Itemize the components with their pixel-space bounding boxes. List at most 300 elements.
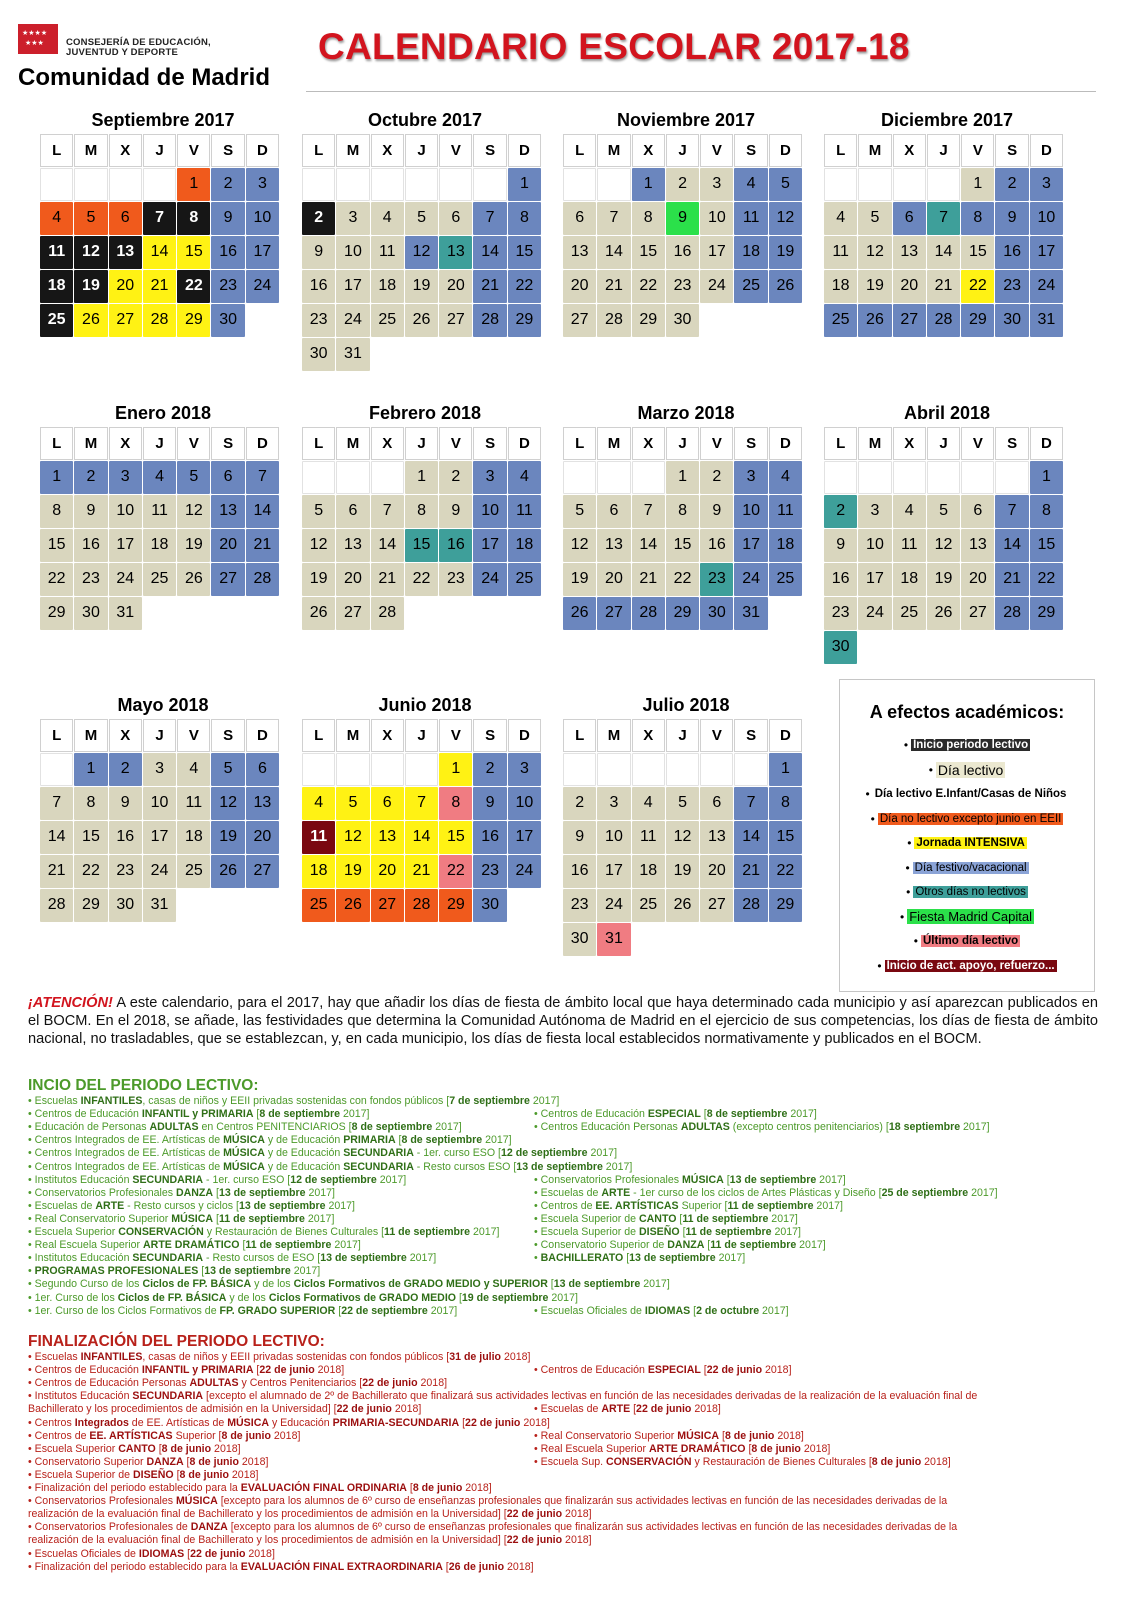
day-cell: 28 [371, 597, 404, 630]
day-cell: 17 [246, 236, 279, 269]
month-title: Enero 2018 [114, 403, 212, 423]
month-grid [302, 427, 542, 631]
month-3 [563, 106, 809, 338]
day-cell: 20 [371, 855, 404, 888]
bullet-icon: • [899, 909, 905, 924]
day-cell: 19 [858, 270, 891, 303]
day-cell: 31 [597, 923, 630, 956]
day-cell: 18 [769, 529, 802, 562]
day-cell: 17 [597, 855, 630, 888]
list-item-text: • Escuelas Oficiales de IDIOMAS [22 de junio 2018] [28, 1547, 275, 1560]
day-cell: 11 [769, 495, 802, 528]
day-cell: 9 [439, 495, 472, 528]
day-cell: 11 [824, 236, 857, 269]
inicio-section [28, 1077, 1108, 1317]
list-item-text: • Centros de EE. ARTÍSTICAS Superior [8 de junio 2018] [28, 1429, 301, 1442]
day-cell: 27 [109, 304, 142, 337]
list-item [28, 1278, 1108, 1291]
legend-item [840, 905, 1094, 930]
empty-day-cell [858, 461, 891, 494]
day-cell: 24 [508, 855, 541, 888]
weekday-header: L [302, 427, 335, 460]
bullet-icon: • [877, 958, 882, 973]
day-cell: 9 [74, 495, 107, 528]
day-cell: 9 [473, 787, 506, 820]
list-item-text: • Centros Integrados de EE. Artísticas de MÚSICA y de Educación SECUNDARIA - 1er. curso ESO [12 de septiembre 2017] [28, 1147, 618, 1160]
day-cell: 9 [666, 202, 699, 235]
day-cell: 29 [632, 304, 665, 337]
day-cell: 30 [700, 597, 733, 630]
legend-items [840, 733, 1094, 978]
list-item-text-secondary: • Real Conservatorio Superior MÚSICA [8 de junio 2018] [534, 1429, 804, 1442]
day-cell: 3 [336, 202, 369, 235]
day-cell: 23 [700, 563, 733, 596]
day-cell: 25 [302, 889, 335, 922]
day-cell: 7 [734, 787, 767, 820]
day-cell: 5 [177, 461, 210, 494]
day-cell: 26 [405, 304, 438, 337]
month-1 [40, 106, 286, 338]
day-cell: 18 [508, 529, 541, 562]
day-cell: 29 [74, 889, 107, 922]
legend-label: Inicio de act. apoyo, refuerzo... [886, 959, 1055, 972]
weekday-header: D [769, 719, 802, 752]
list-item-text: Bachillerato y los procedimientos de admisión en la Universidad] [22 de junio 2018] [28, 1403, 422, 1416]
empty-day-cell [632, 753, 665, 786]
day-cell: 25 [893, 597, 926, 630]
day-cell: 27 [371, 889, 404, 922]
list-item [28, 1508, 1108, 1521]
day-cell: 23 [824, 597, 857, 630]
list-item [28, 1534, 1108, 1547]
day-cell: 30 [563, 923, 596, 956]
month-4 [824, 106, 1070, 338]
weekday-header: L [563, 134, 596, 167]
day-cell: 24 [246, 270, 279, 303]
weekday-header: M [597, 134, 630, 167]
day-cell: 1 [632, 168, 665, 201]
day-cell: 12 [563, 529, 596, 562]
day-cell: 5 [927, 495, 960, 528]
list-item-text: • Escuela Superior CANTO [8 de junio 2018] [28, 1442, 241, 1455]
day-cell: 16 [666, 236, 699, 269]
day-cell: 11 [40, 236, 73, 269]
day-cell: 5 [405, 202, 438, 235]
empty-day-cell [563, 753, 596, 786]
weekday-header: S [734, 427, 767, 460]
day-cell: 6 [109, 202, 142, 235]
day-cell: 26 [74, 304, 107, 337]
madrid-flag-icon: ★★★★ ★★★ [18, 24, 58, 54]
weekday-header: S [995, 134, 1028, 167]
day-cell: 17 [109, 529, 142, 562]
list-item [28, 1305, 1108, 1318]
day-cell: 12 [336, 821, 369, 854]
empty-day-cell [824, 461, 857, 494]
madrid-logo [8, 14, 308, 94]
list-item-text: • 1er. Curso de los Ciclos Formativos de FP. GRADO SUPERIOR [22 de septiembre 2017] [28, 1304, 458, 1317]
weekday-header: D [508, 427, 541, 460]
weekday-header: M [597, 427, 630, 460]
day-cell: 3 [597, 787, 630, 820]
weekday-header: V [961, 427, 994, 460]
day-cell: 14 [246, 495, 279, 528]
day-cell: 24 [597, 889, 630, 922]
day-cell: 21 [405, 855, 438, 888]
list-item-text-secondary: • Centros de Educación ESPECIAL [8 de septiembre 2017] [534, 1108, 817, 1121]
legend-item [840, 856, 1094, 881]
legend-label: Último día lectivo [922, 935, 1019, 948]
day-cell: 14 [40, 821, 73, 854]
list-item-text: • Real Conservatorio Superior MÚSICA [11 de septiembre 2017] [28, 1212, 335, 1225]
day-cell: 13 [563, 236, 596, 269]
day-cell: 20 [597, 563, 630, 596]
weekday-header: V [439, 427, 472, 460]
month-grid [824, 427, 1064, 665]
weekday-header: M [74, 427, 107, 460]
weekday-header: S [734, 134, 767, 167]
list-item-text: • Finalización del periodo establecido para la EVALUACIÓN FINAL ORDINARIA [8 de junio 2018] [28, 1482, 492, 1494]
day-cell: 8 [40, 495, 73, 528]
day-cell: 17 [508, 821, 541, 854]
bullet-icon: • [913, 934, 918, 949]
day-cell: 6 [700, 787, 733, 820]
weekday-header: L [824, 427, 857, 460]
empty-day-cell [597, 461, 630, 494]
weekday-header: D [246, 134, 279, 167]
weekday-header: J [666, 134, 699, 167]
day-cell: 4 [824, 202, 857, 235]
day-cell: 20 [211, 529, 244, 562]
day-cell: 15 [666, 529, 699, 562]
list-item [28, 1095, 1108, 1108]
day-cell: 3 [109, 461, 142, 494]
day-cell: 3 [734, 461, 767, 494]
day-cell: 7 [632, 495, 665, 528]
day-cell: 17 [143, 821, 176, 854]
day-cell: 14 [405, 821, 438, 854]
day-cell: 18 [632, 855, 665, 888]
month-5 [40, 399, 286, 631]
empty-day-cell [597, 753, 630, 786]
day-cell: 21 [40, 855, 73, 888]
day-cell: 1 [405, 461, 438, 494]
empty-day-cell [927, 168, 960, 201]
month-grid [302, 134, 542, 372]
list-item [28, 1147, 1108, 1160]
day-cell: 22 [405, 563, 438, 596]
day-cell: 18 [40, 270, 73, 303]
bullet-icon: • [906, 885, 911, 900]
day-cell: 25 [508, 563, 541, 596]
day-cell: 16 [700, 529, 733, 562]
month-title: Marzo 2018 [637, 403, 735, 423]
day-cell: 5 [858, 202, 891, 235]
day-cell: 13 [439, 236, 472, 269]
day-cell: 8 [439, 787, 472, 820]
weekday-header: V [177, 134, 210, 167]
day-cell: 21 [473, 270, 506, 303]
day-cell: 20 [700, 855, 733, 888]
day-cell: 28 [40, 889, 73, 922]
list-item-text: • Centros Integrados de EE. Artísticas de MÚSICA y de Educación SECUNDARIA - Resto cursos ESO [13 de septiembre 2017] [28, 1160, 633, 1173]
header-divider [306, 91, 1096, 92]
empty-day-cell [961, 461, 994, 494]
day-cell: 23 [666, 270, 699, 303]
bullet-icon: • [928, 762, 933, 777]
day-cell: 17 [858, 563, 891, 596]
weekday-header: X [893, 427, 926, 460]
month-grid [824, 134, 1064, 338]
day-cell: 28 [597, 304, 630, 337]
attention-note [28, 994, 1098, 1048]
day-cell: 1 [1030, 461, 1063, 494]
day-cell: 22 [439, 855, 472, 888]
day-cell: 30 [74, 597, 107, 630]
list-item-text-secondary: • Conservatorio Superior de DANZA [11 de septiembre 2017] [534, 1239, 826, 1252]
bullet-icon: • [870, 811, 875, 826]
day-cell: 1 [40, 461, 73, 494]
day-cell: 22 [632, 270, 665, 303]
day-cell: 9 [563, 821, 596, 854]
day-cell: 4 [734, 168, 767, 201]
empty-day-cell [632, 461, 665, 494]
list-item-text: • Escuelas de ARTE - Resto cursos y ciclos [13 de septiembre 2017] [28, 1199, 355, 1212]
list-item-text: • Conservatorio Superior DANZA [8 de junio 2018] [28, 1455, 269, 1468]
day-cell: 11 [371, 236, 404, 269]
day-cell: 24 [143, 855, 176, 888]
day-cell: 22 [961, 270, 994, 303]
community-name: Comunidad de Madrid [18, 64, 270, 91]
list-item [28, 1351, 1108, 1364]
day-cell: 5 [336, 787, 369, 820]
empty-day-cell [858, 168, 891, 201]
weekday-header: J [405, 134, 438, 167]
weekday-header: V [177, 427, 210, 460]
day-cell: 13 [246, 787, 279, 820]
day-cell: 30 [302, 338, 335, 371]
day-cell: 14 [632, 529, 665, 562]
day-cell: 10 [336, 236, 369, 269]
day-cell: 17 [336, 270, 369, 303]
weekday-header: D [1030, 427, 1063, 460]
weekday-header: V [177, 719, 210, 752]
day-cell: 14 [734, 821, 767, 854]
empty-day-cell [893, 461, 926, 494]
day-cell: 29 [40, 597, 73, 630]
day-cell: 10 [143, 787, 176, 820]
day-cell: 16 [439, 529, 472, 562]
day-cell: 7 [371, 495, 404, 528]
day-cell: 26 [769, 270, 802, 303]
day-cell: 19 [927, 563, 960, 596]
empty-day-cell [563, 461, 596, 494]
weekday-header: X [109, 134, 142, 167]
day-cell: 23 [473, 855, 506, 888]
day-cell: 28 [632, 597, 665, 630]
legend-label: Día lectivo [937, 761, 1004, 778]
day-cell: 8 [508, 202, 541, 235]
day-cell: 1 [666, 461, 699, 494]
weekday-header: M [74, 719, 107, 752]
day-cell: 5 [563, 495, 596, 528]
day-cell: 26 [927, 597, 960, 630]
day-cell: 18 [371, 270, 404, 303]
empty-day-cell [734, 753, 767, 786]
empty-day-cell [302, 461, 335, 494]
weekday-header: L [302, 134, 335, 167]
day-cell: 18 [177, 821, 210, 854]
day-cell: 23 [211, 270, 244, 303]
legend-label: Día no lectivo excepto junio en EEII [879, 812, 1062, 825]
day-cell: 9 [700, 495, 733, 528]
day-cell: 23 [439, 563, 472, 596]
month-11 [563, 691, 809, 957]
day-cell: 2 [211, 168, 244, 201]
legend-item [840, 758, 1094, 783]
weekday-header: L [563, 719, 596, 752]
list-item-text-secondary: • Escuelas de ARTE - 1er curso de los ciclos de Artes Plásticas y Diseño [25 de septiembre 2017] [534, 1186, 998, 1199]
list-item [28, 1377, 1108, 1390]
day-cell: 21 [995, 563, 1028, 596]
list-item-text: • Conservatorios Profesionales MÚSICA [excepto para los alumnos de 6º curso de enseñanzas profesionales que finalizarán sus actividades lectivas en función de las necesidades derivadas de la [28, 1495, 948, 1508]
day-cell: 20 [439, 270, 472, 303]
weekday-header: X [109, 427, 142, 460]
day-cell: 22 [40, 563, 73, 596]
day-cell: 30 [995, 304, 1028, 337]
day-cell: 11 [508, 495, 541, 528]
day-cell: 11 [734, 202, 767, 235]
legend-item [840, 733, 1094, 758]
list-item [28, 1403, 1108, 1416]
day-cell: 6 [211, 461, 244, 494]
empty-day-cell [371, 461, 404, 494]
month-8 [824, 399, 1070, 665]
month-title: Diciembre 2017 [880, 110, 1014, 130]
day-cell: 7 [597, 202, 630, 235]
bullet-icon: • [903, 738, 909, 753]
day-cell: 25 [824, 304, 857, 337]
list-item-text: • Centros Integrados de EE. Artísticas de MÚSICA y Educación PRIMARIA-SECUNDARIA [22 de junio 2018] [28, 1416, 550, 1429]
list-item [28, 1430, 1108, 1443]
day-cell: 15 [769, 821, 802, 854]
day-cell: 14 [597, 236, 630, 269]
weekday-header: M [336, 719, 369, 752]
day-cell: 4 [508, 461, 541, 494]
day-cell: 2 [473, 753, 506, 786]
list-item-text: • Centros de Educación Personas ADULTAS y Centros Penitenciarios [22 de junio 2018] [28, 1377, 448, 1390]
day-cell: 26 [177, 563, 210, 596]
list-item [28, 1226, 1108, 1239]
day-cell: 18 [824, 270, 857, 303]
day-cell: 12 [858, 236, 891, 269]
weekday-header: J [143, 134, 176, 167]
list-item-text-secondary: • Escuela Superior de CANTO [11 de septiembre 2017] [534, 1212, 798, 1225]
list-item-text-secondary: • Real Escuela Superior ARTE DRAMÁTICO [8 de junio 2018] [534, 1442, 831, 1455]
month-title: Mayo 2018 [117, 695, 209, 715]
day-cell: 29 [439, 889, 472, 922]
day-cell: 2 [563, 787, 596, 820]
month-2 [302, 106, 548, 372]
empty-day-cell [302, 753, 335, 786]
legend-item [840, 880, 1094, 905]
list-item [28, 1187, 1108, 1200]
list-item-text-secondary: • Centros Educación Personas ADULTAS (excepto centros penitenciarios) [18 septiembre 2017] [534, 1121, 990, 1134]
list-item [28, 1561, 1108, 1574]
day-cell: 16 [563, 855, 596, 888]
weekday-header: X [371, 134, 404, 167]
month-grid [563, 719, 803, 957]
day-cell: 4 [769, 461, 802, 494]
day-cell: 26 [336, 889, 369, 922]
day-cell: 28 [734, 889, 767, 922]
day-cell: 16 [473, 821, 506, 854]
day-cell: 1 [508, 168, 541, 201]
day-cell: 3 [143, 753, 176, 786]
day-cell: 18 [143, 529, 176, 562]
weekday-header: D [769, 427, 802, 460]
month-title: Abril 2018 [903, 403, 991, 423]
day-cell: 16 [211, 236, 244, 269]
list-item [28, 1364, 1108, 1377]
day-cell: 31 [734, 597, 767, 630]
day-cell: 4 [143, 461, 176, 494]
weekday-header: S [734, 719, 767, 752]
weekday-header: L [40, 427, 73, 460]
list-item [28, 1495, 1108, 1508]
day-cell: 7 [40, 787, 73, 820]
weekday-header: V [700, 427, 733, 460]
weekday-header: S [995, 427, 1028, 460]
day-cell: 6 [439, 202, 472, 235]
list-item [28, 1521, 1108, 1534]
day-cell: 26 [666, 889, 699, 922]
month-title: Septiembre 2017 [91, 110, 235, 130]
attention-text: A este calendario, para el 2017, hay que añadir los días de fiesta de ámbito local que haya determinado cada municipio y así aparezcan publicados en el BOCM. En el 2018, se añade, las festividades que determina la Comunidad Autónoma de Madrid en el ejercicio de sus competencias, los días de fiesta de ámbito nacional, no trasladables, que se establezcan, y, en cada municipio, los días de fiesta local establecidos normativamente y publicados en el BOCM. [28, 995, 1098, 1047]
day-cell: 25 [734, 270, 767, 303]
day-cell: 20 [563, 270, 596, 303]
weekday-header: M [336, 134, 369, 167]
empty-day-cell [473, 168, 506, 201]
day-cell: 15 [961, 236, 994, 269]
weekday-header: D [508, 134, 541, 167]
day-cell: 4 [40, 202, 73, 235]
empty-day-cell [405, 168, 438, 201]
empty-day-cell [109, 168, 142, 201]
day-cell: 18 [893, 563, 926, 596]
weekday-header: L [563, 427, 596, 460]
day-cell: 24 [336, 304, 369, 337]
day-cell: 15 [632, 236, 665, 269]
day-cell: 10 [700, 202, 733, 235]
empty-day-cell [563, 168, 596, 201]
list-item [28, 1265, 1108, 1278]
day-cell: 21 [371, 563, 404, 596]
day-cell: 21 [143, 270, 176, 303]
list-item [28, 1200, 1108, 1213]
day-cell: 29 [177, 304, 210, 337]
day-cell: 4 [177, 753, 210, 786]
day-cell: 12 [405, 236, 438, 269]
list-item-text: • Centros Integrados de EE. Artísticas de MÚSICA y de Educación PRIMARIA [8 de septiembre 2017] [28, 1134, 512, 1147]
day-cell: 22 [769, 855, 802, 888]
day-cell: 15 [439, 821, 472, 854]
day-cell: 14 [995, 529, 1028, 562]
day-cell: 29 [508, 304, 541, 337]
day-cell: 19 [302, 563, 335, 596]
day-cell: 27 [893, 304, 926, 337]
day-cell: 5 [666, 787, 699, 820]
